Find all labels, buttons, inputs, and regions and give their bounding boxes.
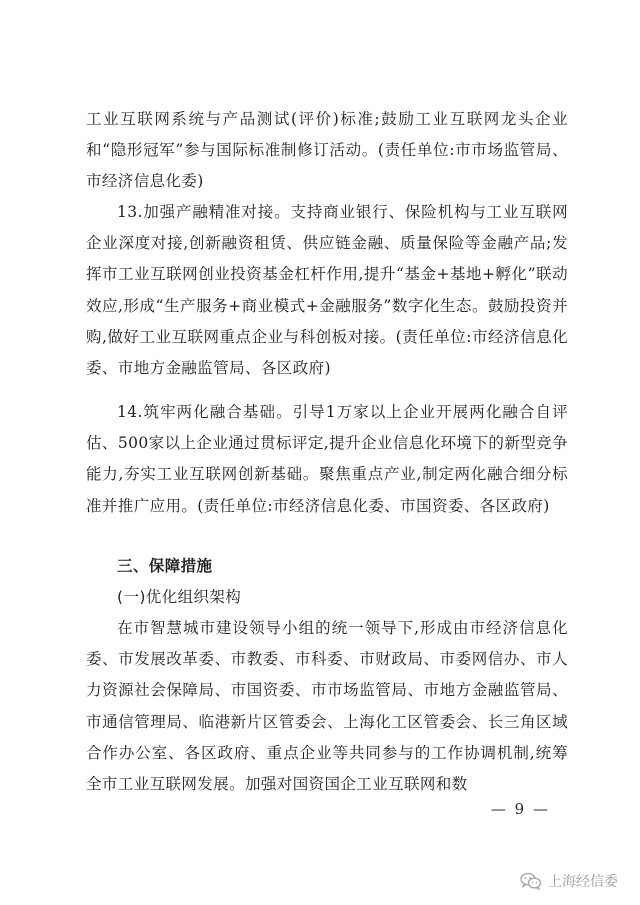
section-heading: 三、保障措施	[117, 557, 213, 575]
paragraph-standards: 工业互联网系统与产品测试(评价)标准;鼓励工业互联网龙头企业和“隐形冠军”参与国际标准制修订活动。(责任单位:市市场监管局、市经济信息化委)	[86, 110, 568, 191]
watermark-label: 上海经信委	[548, 874, 618, 890]
paragraph-item-13: 13.加强产融精准对接。支持商业银行、保险机构与工业互联网企业深度对接,创新融资租赁、供应链金融、质量保险等金融产品;发挥市工业互联网创业投资基金杠杆作用,提升“基金+基地+孵化”联动效应,形成“生产服务+商业模式+金融服务”数字化生态。鼓励投资并购,做好工业互联网重点企业与科创板对接。(责任单位:市经济信息化委、市地方金融监管局、各区政府)	[86, 203, 568, 378]
paragraph-item-14: 14.筑牢两化融合基础。引导1万家以上企业开展两化融合自评估、500家以上企业通过贯标评定,提升企业信息化环境下的新型竞争能力,夯实工业互联网创新基础。聚焦重点产业,制定两化融合细分标准并推广应用。(责任单位:市经济信息化委、市国资委、各区政府)	[86, 403, 568, 515]
wechat-icon	[520, 872, 542, 890]
watermark	[520, 871, 618, 891]
paragraph-organization: 在市智慧城市建设领导小组的统一领导下,形成由市经济信息化委、市发展改革委、市教委、市科委、市财政局、市委网信办、市人力资源社会保障局、市国资委、市市场监管局、市地方金融监管局、市通信管理局、临港新片区管委会、上海化工区管委会、长三角区域合作办公室、各区政府、重点企业等共同参与的工作协调机制,统筹全市工业互联网发展。加强对国资国企工业互联网和数	[86, 619, 568, 794]
subsection-heading: (一)优化组织架构	[117, 588, 242, 606]
page-number: — 9 —	[490, 800, 550, 818]
